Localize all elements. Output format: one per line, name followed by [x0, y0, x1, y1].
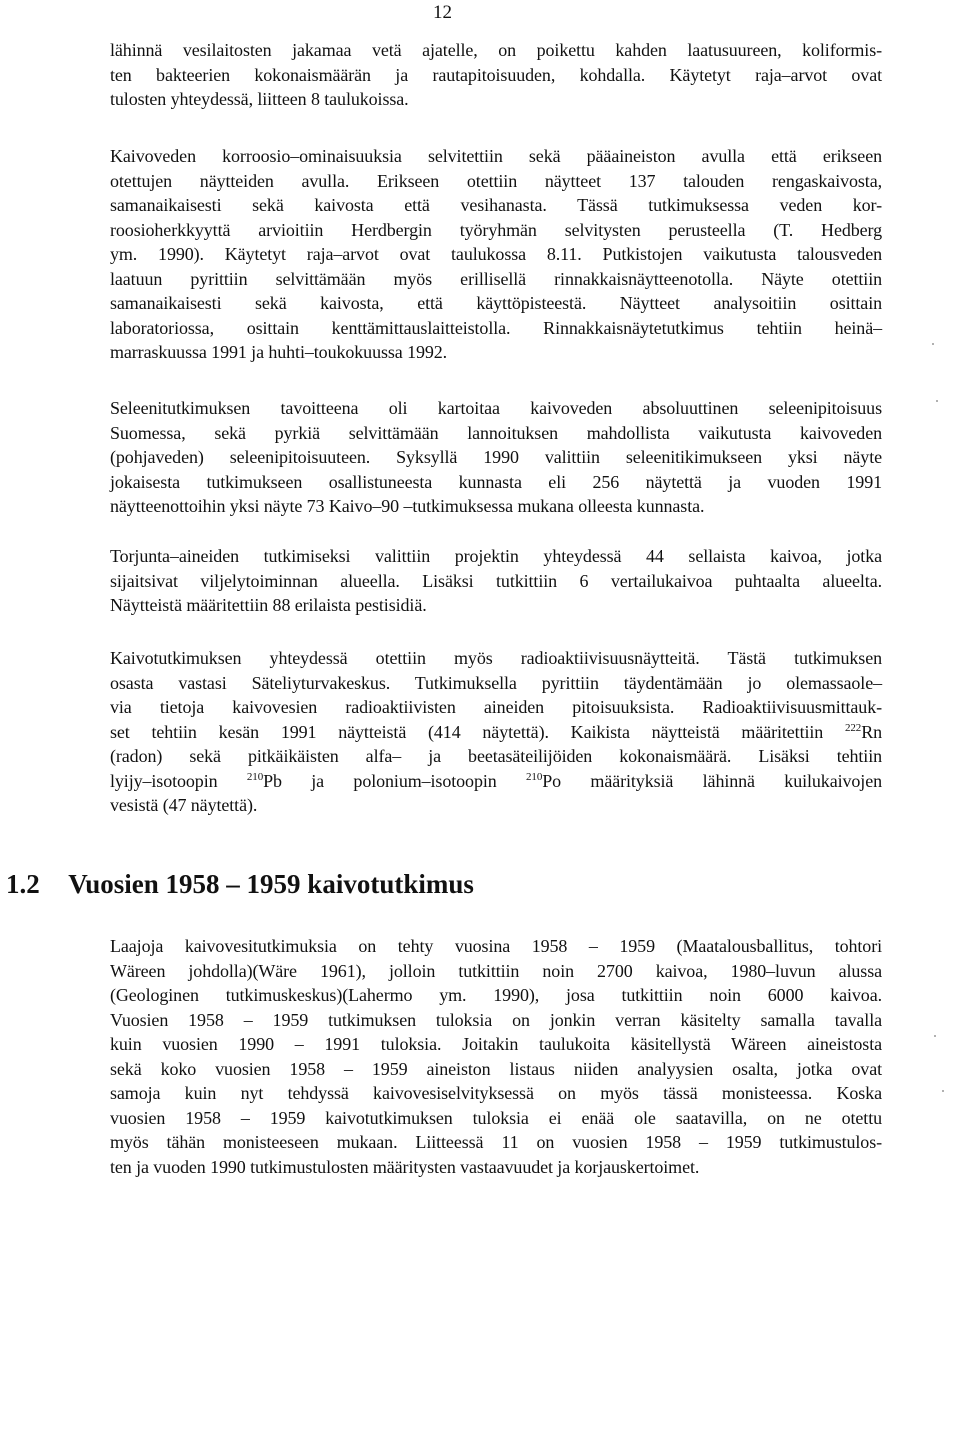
text-line: samanaikaisesti sekä kaivosta, että käyttöpisteestä. Näytteet analysoitiin osittain — [110, 293, 882, 313]
scan-speck — [936, 400, 938, 402]
text-line: via tietoja kaivovesien radioaktiivisten aineiden pitoisuuksista. Radioaktiivisuusmittauk- — [110, 697, 882, 717]
text-line: Wäreen johdolla)(Wäre 1961), jolloin tutkittiin noin 2700 kaivoa, 1980–luvun alussa — [110, 960, 882, 981]
text-line: vuosien 1958 – 1959 kaivotutkimuksen tuloksia ei enää ole saatavilla, on ne otettu — [110, 1107, 882, 1128]
text-line — [110, 720, 882, 745]
text-line: Suomessa, sekä pyrkiä selvittämään lannoituksen mahdollista vaikutusta kaivoveden — [110, 422, 882, 443]
paragraph-selenium-study — [110, 396, 882, 519]
text-line: sijaitsivat viljelytoiminnan alueella. Lisäksi tutkittiin 6 vertailukaivoa puhtaalta alueelta. — [110, 570, 882, 591]
text-line: Kaivoveden korroosio–ominaisuuksia selvitettiin sekä pääaineiston avulla että erikseen — [110, 146, 882, 166]
text-line: myös tähän monisteeseen mukaan. Liitteessä 11 on vuosien 1958 – 1959 tutkimustulos- — [110, 1132, 882, 1152]
paragraph-water-quality-limits — [110, 38, 882, 112]
scan-speck — [932, 343, 934, 345]
text-line: Kaivotutkimuksen yhteydessä otettiin myös radioaktiivisuusnäytteitä. Tästä tutkimuksen — [110, 648, 882, 668]
text-line: osasta vastasi Säteliyturvakeskus. Tutkimuksella pyrittiin täydentämään jo olemassaole– — [110, 672, 882, 693]
text-line: (radon) sekä pitkäikäisten alfa– ja beetasäteilijöiden kokonaismäärä. Lisäksi tehtiin — [110, 746, 882, 766]
text-line: ym. 1990). Käytetyt raja–arvot ovat taulukossa 8.11. Putkistojen vaikutusta talousveden — [110, 244, 882, 264]
text-line: (Geologinen tutkimuskeskus)(Lahermo ym. 1990), josa tutkittiin noin 6000 kaivoa. — [110, 985, 882, 1005]
text-line: otettujen näytteiden avulla. Erikseen otettiin näytteet 137 talouden rengaskaivosta, — [110, 170, 882, 191]
text-line: (pohjaveden) seleenipitoisuuteen. Syksyllä 1990 valittiin seleenitikimukseen yksi näyte — [110, 447, 882, 467]
text-line: Torjunta–aineiden tutkimiseksi valittiin projektin yhteydessä 44 sellaista kaivoa, jotka — [110, 546, 882, 566]
isotope-mass-number: 210 — [246, 770, 264, 783]
text-fragment: lyijy–isotoopin — [110, 770, 218, 791]
text-line: tulosten yhteydessä, liitteen 8 taulukoissa. — [110, 89, 409, 109]
text-line: Näytteistä määritettiin 88 erilaista pestisidiä. — [110, 595, 427, 615]
text-line: laboratoriossa, osittain kenttämittauslaitteistolla. Rinnakkaisnäytetutkimus tehtiin heinä– — [110, 317, 882, 338]
section-number: 1.2 — [6, 869, 40, 899]
paragraph-corrosion-properties — [110, 144, 882, 365]
text-line: vesistä (47 näytettä). — [110, 795, 258, 815]
section-title: Vuosien 1958 – 1959 kaivotutkimus — [68, 869, 474, 899]
text-line: lähinnä vesilaitosten jakamaa vetä ajatelle, on poikettu kahden laatusuureen, koliformis- — [110, 40, 882, 60]
element-symbol: Rn — [861, 721, 882, 742]
text-line: jokaisesta tutkimukseen osallistuneesta kunnasta eli 256 näytettä ja vuoden 1991 — [110, 471, 882, 492]
text-line: samoja kuin nyt tehdyssä kaivovesiselvityksessä on myös tässä monisteessa. Koska — [110, 1083, 882, 1103]
paragraph-1958-study — [110, 934, 882, 1179]
paragraph-pesticide-study — [110, 544, 882, 618]
text-line: näytteenottoihin yksi näyte 73 Kaivo–90 –tutkimuksessa mukana olleesta kunnasta. — [110, 496, 705, 516]
isotope-mass-number: 222 — [844, 721, 862, 734]
text-fragment: set tehtiin kesän 1991 näytteistä (414 näytettä). Kaikista näytteistä määritettiin — [110, 721, 824, 742]
text-line: samanaikaisesti sekä kaivosta että vesihanasta. Tässä tutkimuksessa veden kor- — [110, 195, 882, 215]
text-line: laatuun pyrittiin selvittämään myös erillisellä rinnakkaisnäytteenotolla. Näyte otettiin — [110, 268, 882, 289]
isotope-mass-number: 210 — [526, 770, 543, 783]
text-line: roosioherkkyyttä arvioitiin Herdbergin työryhmän selvitysten perusteella (T. Hedberg — [110, 219, 882, 240]
text-line: Seleenitutkimuksen tavoitteena oli kartoitaa kaivoveden absoluuttinen seleenipitoisuus — [110, 398, 882, 418]
text-line: ten ja vuoden 1990 tutkimustulosten määritysten vastaavuudet ja korjauskertoimet. — [110, 1156, 700, 1177]
scan-speck — [934, 1035, 936, 1037]
page-number: 12 — [433, 2, 452, 23]
section-heading — [6, 866, 474, 902]
text-line: Vuosien 1958 – 1959 tutkimuksen tuloksia on jonkin verran käsitelty samalla tavalla — [110, 1009, 882, 1030]
text-fragment: Pb ja polonium–isotoopin — [263, 770, 497, 791]
text-fragment: Po määrityksiä lähinnä kuilukaivojen — [542, 770, 882, 791]
text-line: sekä koko vuosien 1958 – 1959 aineiston listaus niiden analyysien osalta, jotka ovat — [110, 1058, 882, 1079]
paragraph-radioactivity-study — [110, 646, 882, 818]
text-line — [110, 769, 882, 794]
scan-speck — [942, 1090, 944, 1092]
text-line: ten bakteerien kokonaismäärän ja rautapitoisuuden, kohdalla. Käytetyt raja–arvot ovat — [110, 64, 882, 85]
text-line: marraskuussa 1991 ja huhti–toukokuussa 1992. — [110, 342, 448, 362]
text-line: Laajoja kaivovesitutkimuksia on tehty vuosina 1958 – 1959 (Maatalousballitus, tohtori — [110, 936, 882, 956]
text-line: kuin vuosien 1990 – 1991 tuloksia. Joitakin taulukoita käsitellystä Wäreen aineistosta — [110, 1034, 882, 1054]
